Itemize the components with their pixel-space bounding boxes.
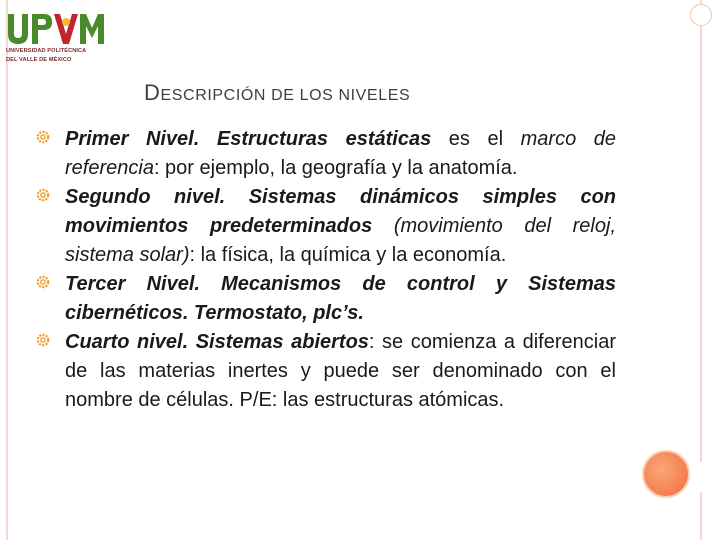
gear-bullet-icon [36,130,50,144]
title-rest: ESCRIPCIÓN DE LOS NIVELES [160,87,411,104]
frame-line-right [700,0,702,462]
gear-bullet-icon [36,333,50,347]
bullet-item-3 [36,270,616,328]
decorative-circle-orange [642,450,690,498]
bullet-2-text-a [372,215,394,237]
upvm-logo-mark [6,12,106,46]
bullet-item-2 [36,183,616,270]
university-logo [6,12,111,68]
bullet-item-4 [36,328,616,415]
bullet-text-3 [65,270,616,328]
bullet-1-text-b: : por ejemplo, la geografía y la anatomía. [153,157,518,179]
bullet-1-text-a: es el [431,128,521,150]
title-first-letter: D [144,80,161,105]
bullet-text-1 [65,125,616,183]
bullet-1-italic: marco de referencia [65,128,617,179]
gear-bullet-icon [36,275,50,289]
bullet-item-1 [36,125,616,183]
decorative-circle-outline [690,4,712,26]
bullet-2-bold: Segundo nivel. Sistemas dinámicos simples con movimientos predeterminados [65,186,616,237]
gear-bullet-icon [36,188,50,202]
slide-title [144,80,410,106]
bullet-text-2 [65,183,616,270]
bullet-list [36,125,616,415]
bullet-4-bold: Cuarto nivel. Sistemas abiertos [65,331,369,353]
bullet-1-bold: Primer Nivel. Estructuras estáticas [65,128,432,150]
logo-text-line1: UNIVERSIDAD POLITÉCNICA [6,48,87,54]
bullet-3-bold: Tercer Nivel. Mecanismos de control y Sistemas cibernéticos. Termostato, plc’s. [65,273,616,324]
frame-line-left [6,0,8,540]
bullet-text-4 [65,328,616,415]
frame-line-right-lower [700,492,702,540]
logo-text-line2: DEL VALLE DE MÉXICO [6,57,72,63]
bullet-4-text-a: : se comienza a diferenciar de las materias inertes y puede ser denominado con el nombre de células. P/E: las estructuras atómicas. [65,331,616,411]
bullet-2-italic: (movimiento del reloj, sistema solar) [65,215,616,266]
bullet-2-text-b: : la física, la química y la economía. [189,244,507,266]
